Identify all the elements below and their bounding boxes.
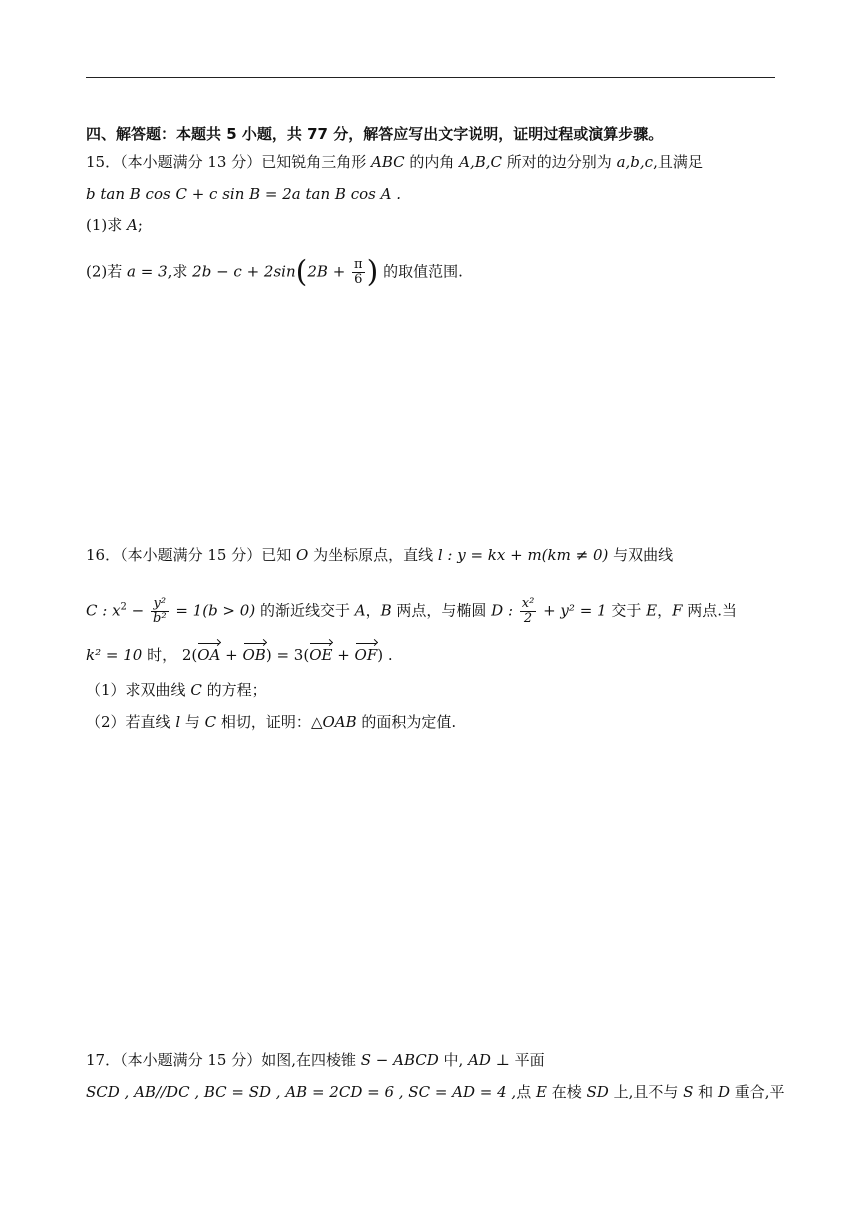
q17-conditions: SCD , AB//DC , BC = SD , AB = 2CD = 6 , SC = AD = 4 , xyxy=(86,1083,517,1101)
q15-part1-var: A xyxy=(127,216,138,234)
q17-text: 重合,平 xyxy=(729,1083,785,1101)
q16-stem-line3 xyxy=(86,645,393,665)
q16-k-squared: k² = 10 xyxy=(86,646,143,664)
q16-part2-var: l xyxy=(175,713,181,731)
q16-line-equation: l : y = kx + m(km ≠ 0) xyxy=(437,546,609,564)
q17-edge-sd: SD xyxy=(586,1083,609,1101)
q15-text: ,且满足 xyxy=(653,153,703,171)
q16-text: 2( xyxy=(181,646,198,664)
q16-text: ， xyxy=(657,601,673,620)
q15-sides: a,b,c xyxy=(616,153,654,171)
fraction-numerator: y² xyxy=(151,597,169,612)
q17-perp: AD ⊥ xyxy=(468,1051,510,1069)
superscript: 2 xyxy=(120,601,127,613)
section-heading: 四、解答题：本题共 5 小题，共 77 分，解答应写出文字说明，证明过程或演算步骤。 xyxy=(86,125,664,143)
q16-lead: 16．（本小题满分 15 分）已知 xyxy=(86,546,296,564)
fraction-denominator: 6 xyxy=(354,272,363,287)
q16-text: + xyxy=(332,646,355,664)
q15-part2-inner: 2B + xyxy=(307,262,351,281)
q16-text: 与双曲线 xyxy=(608,546,674,564)
q16-text: 的渐近线交于 xyxy=(255,601,355,620)
q16-part1-var: C xyxy=(190,681,202,699)
q15-part2-cond: a = 3 xyxy=(127,262,168,281)
header-rule xyxy=(86,77,775,78)
q16-part1 xyxy=(86,680,267,700)
q16-part2 xyxy=(86,712,456,732)
q17-stem-line2 xyxy=(86,1082,785,1102)
q15-text: 的取值范围. xyxy=(378,262,463,281)
q16-triangle: △OAB xyxy=(310,713,357,731)
q15-part2-expr: 2b − c + 2sin xyxy=(192,262,296,281)
q17-lead: 17．（本小题满分 15 分）如图,在四棱锥 xyxy=(86,1051,361,1069)
q17-text: 中, xyxy=(438,1051,469,1069)
q15-part1 xyxy=(86,215,143,235)
x2-over-2-fraction xyxy=(520,597,537,626)
left-paren: ( xyxy=(295,254,308,290)
q16-point-f: F xyxy=(672,601,683,620)
q17-pyramid: S − ABCD xyxy=(360,1051,439,1069)
q16-ellipse: D : xyxy=(491,601,518,620)
q16-ellipse-rest: + y² = 1 xyxy=(538,601,607,620)
q15-triangle: ABC xyxy=(370,153,405,171)
q16-part1-label: （1）求双曲线 xyxy=(86,681,191,699)
q17-text: 上,且不与 xyxy=(608,1083,684,1101)
q16-stem-line1 xyxy=(86,545,673,565)
q16-text: 时， xyxy=(142,646,182,664)
q16-text: 相切，证明： xyxy=(216,713,311,731)
q17-point-d: D xyxy=(717,1083,730,1101)
q16-text: 的方程； xyxy=(201,681,267,699)
q15-part1-label: (1)求 xyxy=(86,216,128,234)
q16-part2-var: C xyxy=(204,713,217,731)
q15-part2-label: (2)若 xyxy=(86,262,128,281)
q16-text: 的面积为定值. xyxy=(356,713,457,731)
pi-over-6-fraction xyxy=(352,258,365,287)
q15-text: 的内角 xyxy=(404,153,460,171)
q16-point-a: A xyxy=(354,601,366,620)
q17-point-s: S xyxy=(683,1083,694,1101)
q15-stem-line1 xyxy=(86,152,703,172)
q16-text: − xyxy=(126,601,150,620)
q16-text: 两点.当 xyxy=(682,601,738,620)
q16-text: + xyxy=(220,646,243,664)
q17-point-e: E xyxy=(535,1083,547,1101)
q16-origin: O xyxy=(295,546,309,564)
q15-part2 xyxy=(86,254,463,290)
q16-text: ) . xyxy=(377,646,393,664)
q16-text: 与 xyxy=(180,713,205,731)
vector-of: OF xyxy=(354,646,378,664)
q17-stem-line1 xyxy=(86,1050,545,1070)
fraction-denominator: b² xyxy=(153,611,167,626)
q16-text: 交于 xyxy=(606,601,647,620)
q16-point-e: E xyxy=(646,601,658,620)
q16-text: ) = 3( xyxy=(265,646,310,664)
q16-text: 两点，与椭圆 xyxy=(391,601,492,620)
q15-text: ; xyxy=(137,216,143,234)
right-paren: ) xyxy=(366,254,379,290)
q17-text: 平面 xyxy=(509,1051,545,1069)
vector-oe: OE xyxy=(309,646,333,664)
q16-text: ， xyxy=(365,601,381,620)
q15-angles: A,B,C xyxy=(459,153,503,171)
fraction-numerator: π xyxy=(354,257,363,272)
q16-part2-label: （2）若直线 xyxy=(86,713,176,731)
q15-text: ,求 xyxy=(167,262,193,281)
q16-hyperbola-rest: = 1(b > 0) xyxy=(170,601,256,620)
fraction-numerator: x² xyxy=(521,596,535,611)
q15-equation: b tan B cos C + c sin B = 2a tan B cos A . xyxy=(86,185,401,203)
y2-over-b2-fraction xyxy=(151,597,169,626)
q17-text: 和 xyxy=(693,1083,718,1101)
q16-text: 为坐标原点，直线 xyxy=(308,546,438,564)
q16-point-b: B xyxy=(380,601,392,620)
q17-text: 在棱 xyxy=(546,1083,587,1101)
q17-text: 点 xyxy=(516,1083,536,1101)
vector-oa: OA xyxy=(197,646,221,664)
vector-ob: OB xyxy=(242,646,266,664)
q15-lead: 15．（本小题满分 13 分）已知锐角三角形 xyxy=(86,153,371,171)
q15-text: 所对的边分别为 xyxy=(502,153,617,171)
q16-stem-line2 xyxy=(86,597,737,626)
q16-hyperbola: C : x xyxy=(86,601,121,620)
fraction-denominator: 2 xyxy=(523,611,533,626)
